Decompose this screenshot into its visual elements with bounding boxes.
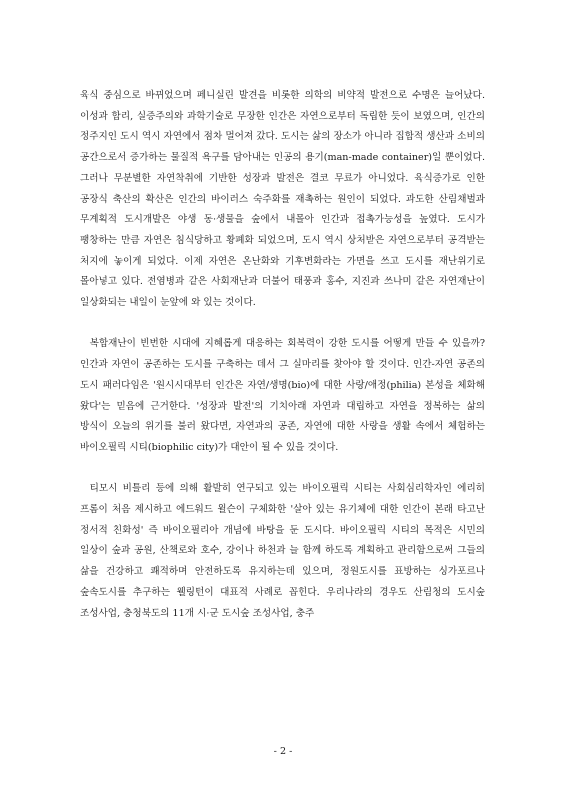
page-number: - 2 - bbox=[273, 746, 293, 757]
body-text bbox=[80, 86, 485, 624]
paragraph-2: 복합재난이 빈번한 시대에 지혜롭게 대응하는 회복력이 강한 도시를 어떻게 만들 수 있을까? 인간과 자연이 공존하는 도시를 구축하는 데서 그 실마리를 찾아야 할 것이다. 인간-자연 공존의 도시 패러다임은 '원시시대부터 인간은 자연/생명(bio)에 대한 사랑/애정(philia) 본성을 체화해 왔다'는 믿음에 근거한다. '성장과 발전'의 기치아래 자연과 대립하고 자연을 정복하는 삶의 방식이 오늘의 위기를 불러 왔다면, 자연과의 공존, 자연에 대한 사랑을 생활 속에서 체험하는 바이오필릭 시티(biophilic city)가 대안이 될 수 있을 것이다. bbox=[80, 338, 485, 453]
paragraph-3: 티모시 비틀리 등에 의해 활발히 연구되고 있는 바이오필릭 시티는 사회심리학자인 에리히 프롬이 처음 제시하고 에드워드 윌슨이 구체화한 '살아 있는 유기체에 대한 인간이 본래 타고난 정서적 친화성' 즉 바이오필리아 개념에 바탕을 둔 도시다. 바이오필릭 시티의 목적은 시민의 일상이 숲과 공원, 산책로와 호수, 강이나 하천과 늘 함께 하도록 계획하고 관리함으로써 그들의 삶을 건강하고 쾌적하며 안전하도록 유지하는데 있으며, 정원도시를 표방하는 싱가포르나 숲속도시를 추구하는 웰링턴이 대표적 사례로 꼽힌다. 우리나라의 경우도 산림청의 도시숲 조성사업, 충청북도의 11개 시·군 도시숲 조성사업, 충주 bbox=[80, 483, 485, 619]
paragraph-1: 육식 중심으로 바뀌었으며 페니실린 발견을 비롯한 의학의 비약적 발전으로 수명은 늘어났다. 이성과 합리, 실증주의와 과학기술로 무장한 인간은 자연으로부터 독립한 듯이 보였으며, 인간의 정주지인 도시 역시 자연에서 점차 멀어져 갔다. 도시는 삶의 장소가 아니라 집합적 생산과 소비의 공간으로서 증가하는 물질적 욕구를 담아내는 인공의 용기(man-made container)일 뿐이었다. 그러나 무분별한 자연착취에 기반한 성장과 발전은 결코 무료가 아니었다. 육식증가로 인한 공장식 축산의 확산은 인간의 바이러스 숙주화를 재촉하는 원인이 되었다. 과도한 산림채벌과 무계획적 도시개발은 야생 동·생물을 숲에서 내몰아 인간과 접촉가능성을 높였다. 도시가 팽창하는 만큼 자연은 침식당하고 황폐화 되었으며, 도시 역시 상처받은 자연으로부터 공격받는 처지에 놓이게 되었다. 이제 자연은 온난화와 기후변화라는 가면을 쓰고 도시를 재난위기로 몰아넣고 있다. 전염병과 같은 사회재난과 더불어 태풍과 홍수, 지진과 쓰나미 같은 자연재난이 일상화되는 내일이 눈앞에 와 있는 것이다. bbox=[80, 90, 485, 309]
